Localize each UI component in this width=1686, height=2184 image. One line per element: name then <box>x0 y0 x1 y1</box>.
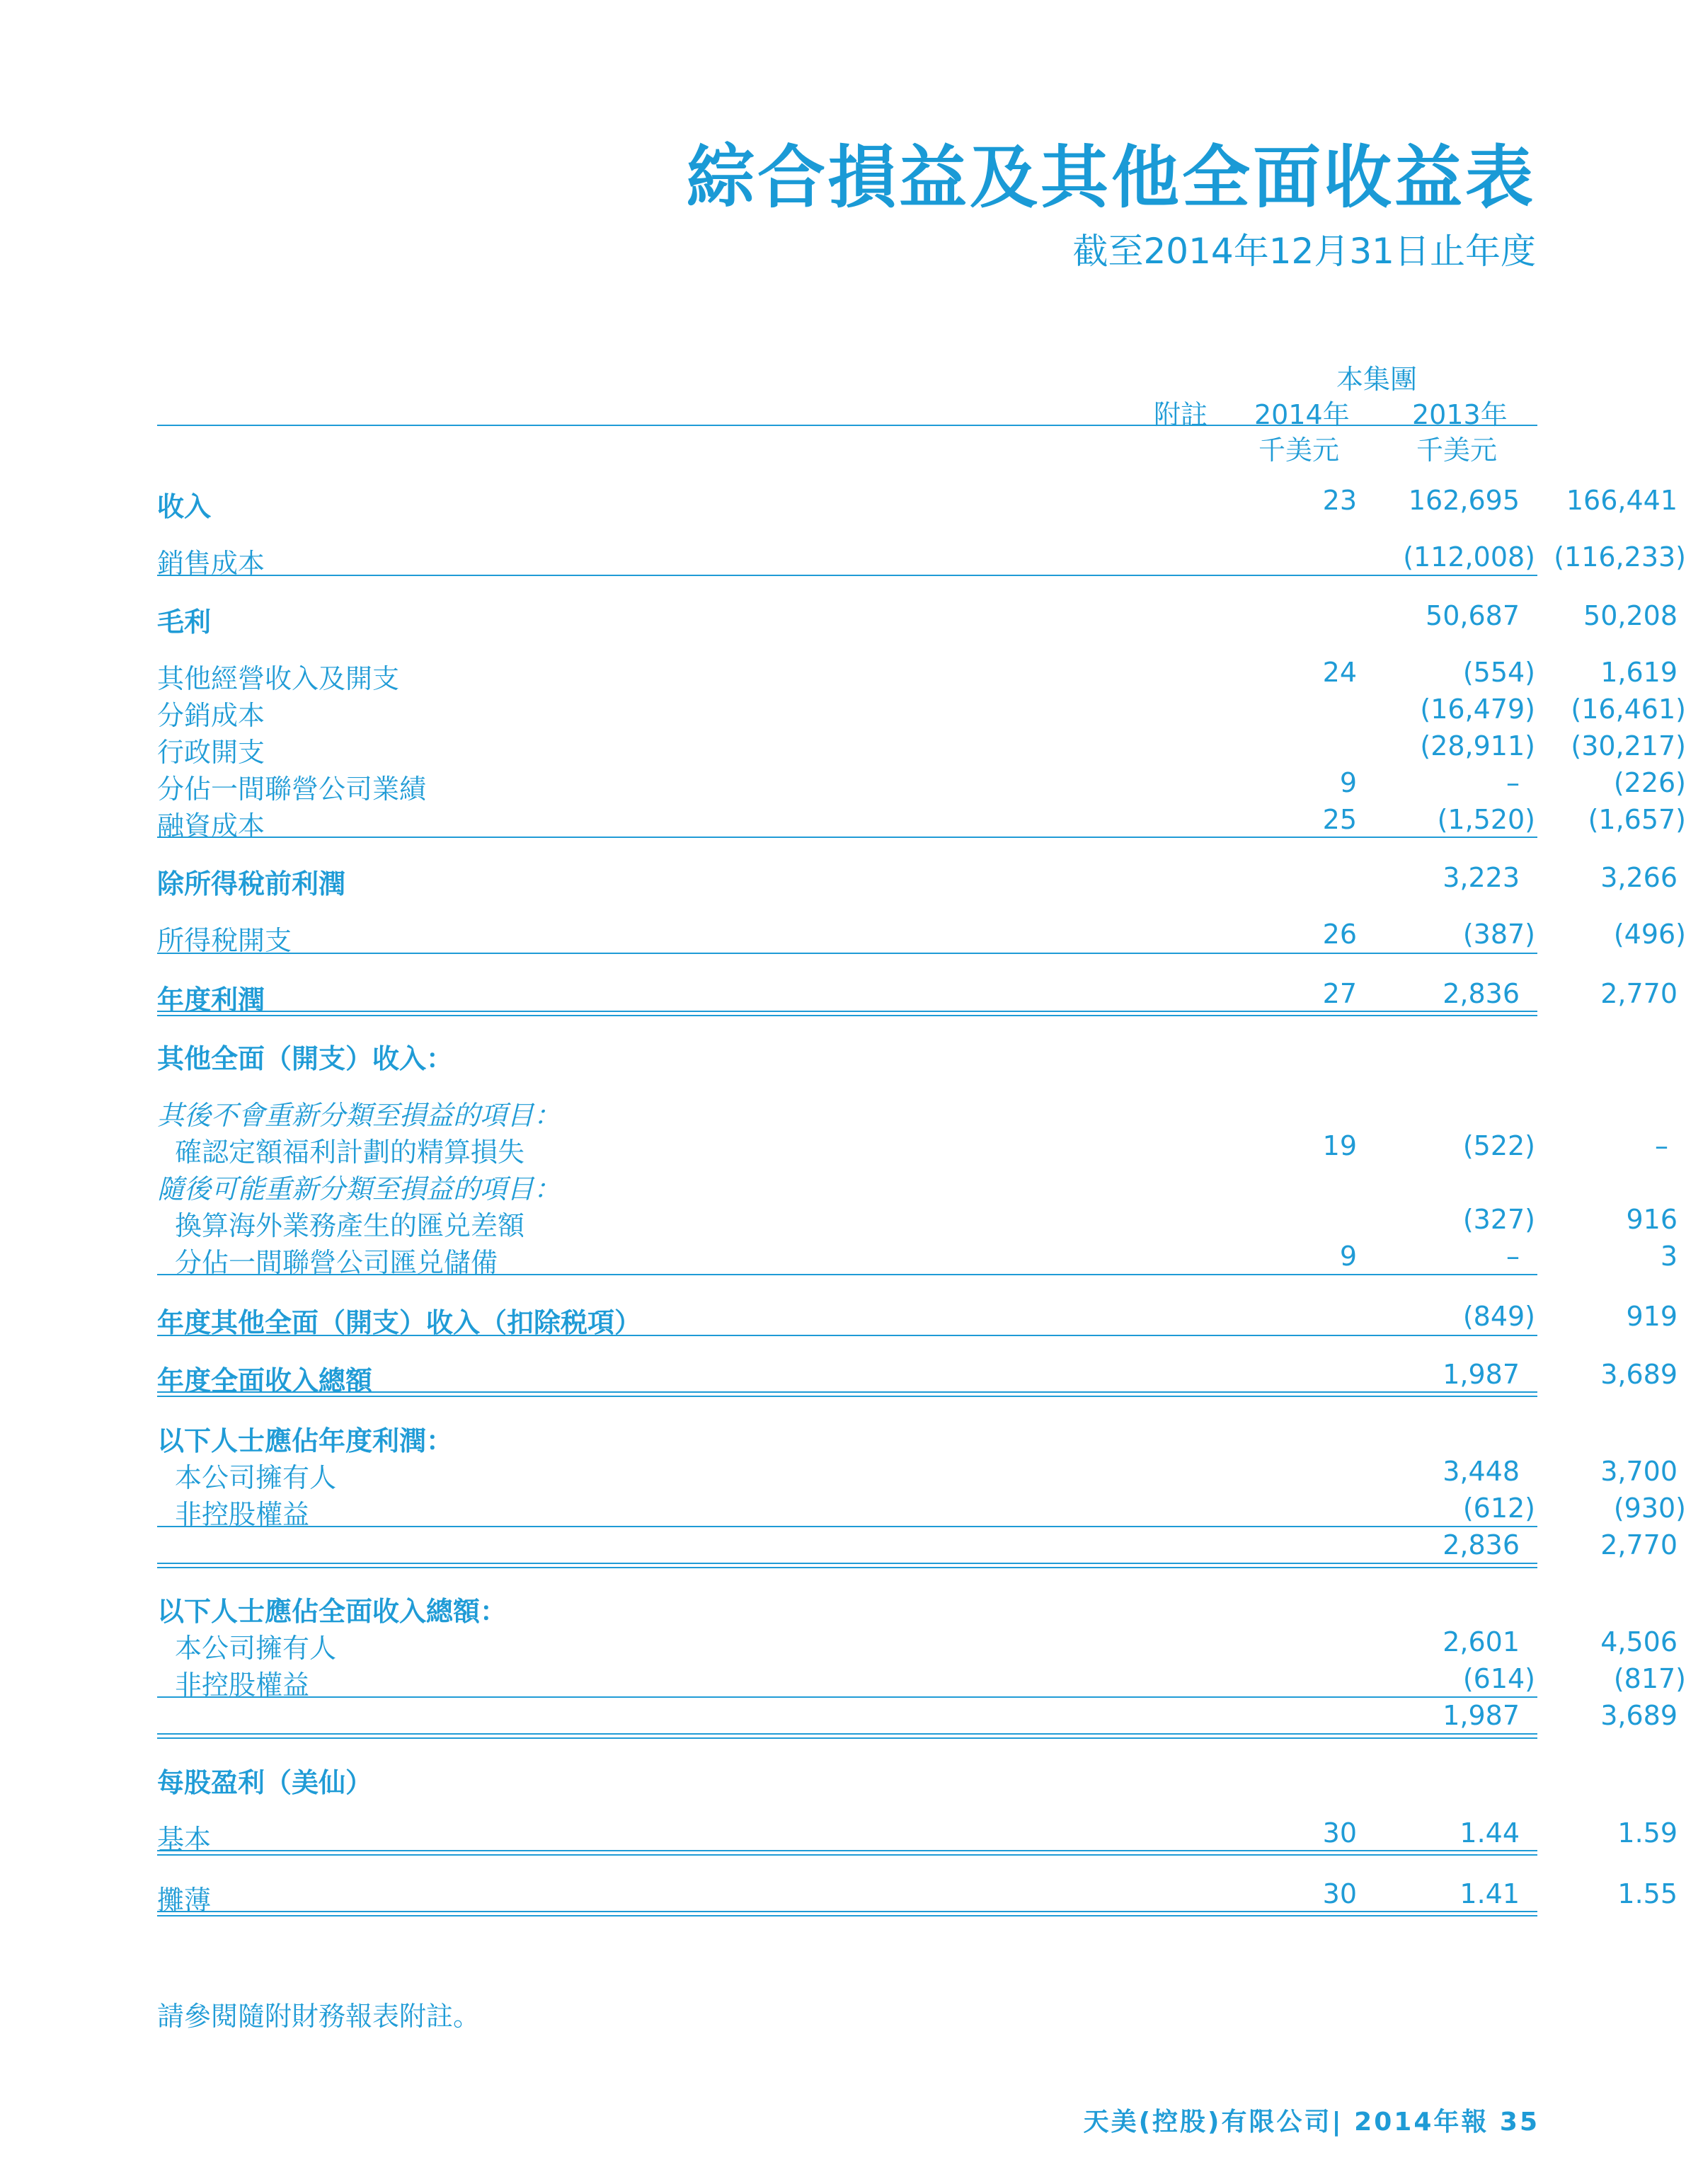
row-label: 收入 <box>157 491 212 522</box>
table-row <box>157 919 1686 956</box>
row-value-2014: 3,223 <box>1443 862 1520 893</box>
row-value-2013: (16,461) <box>1571 694 1686 725</box>
row-value-2014: (16,479) <box>1420 694 1535 725</box>
row-value-2013: 50,208 <box>1583 600 1678 631</box>
table-row <box>157 1359 1678 1396</box>
row-note: 24 <box>1322 657 1357 688</box>
row-value-2013: (226) <box>1613 767 1686 798</box>
table-row <box>157 1241 1678 1278</box>
table-row <box>157 1878 1678 1916</box>
row-value-2013: 4,506 <box>1600 1626 1678 1657</box>
row-value-2013: (930) <box>1613 1493 1686 1524</box>
row-label: 其他全面（開支）收入： <box>157 1043 454 1074</box>
row-label: 年度其他全面（開支）收入（扣除税項） <box>157 1307 642 1338</box>
table-row <box>157 1529 1678 1565</box>
row-label: 以下人士應佔全面收入總額： <box>157 1596 507 1627</box>
row-value-2013: 919 <box>1626 1301 1678 1332</box>
row-label: 年度全面收入總額 <box>157 1365 373 1396</box>
row-note: 26 <box>1322 919 1357 950</box>
row-label: 其後不會重新分類至損益的項目： <box>157 1100 561 1131</box>
row-value-2013: – <box>1655 1130 1668 1161</box>
row-label: 基本 <box>157 1824 212 1855</box>
row-label: 確認定額福利計劃的精算損失 <box>175 1137 525 1168</box>
row-value-2014: 1.44 <box>1460 1817 1520 1849</box>
row-value-2014: 2,836 <box>1443 1529 1520 1561</box>
table-row <box>157 657 1678 694</box>
table-row <box>157 862 1678 900</box>
row-label: 非控股權益 <box>175 1499 310 1530</box>
rule <box>157 1850 1537 1851</box>
row-label: 以下人士應佔年度利潤： <box>157 1425 454 1456</box>
table-row <box>157 1761 1537 1796</box>
row-note: 23 <box>1322 485 1357 516</box>
row-label: 分佔一間聯營公司匯兑儲備 <box>175 1247 498 1278</box>
table-row <box>157 1093 1537 1129</box>
table-row <box>157 767 1686 805</box>
row-value-2014: (327) <box>1462 1204 1535 1235</box>
row-label: 所得稅開支 <box>157 925 292 956</box>
row-value-2013: (817) <box>1613 1663 1686 1694</box>
rule <box>157 837 1537 838</box>
row-value-2013: 3,700 <box>1600 1456 1678 1487</box>
year-2013-header: 2013年 <box>1412 399 1508 430</box>
row-value-2014: (554) <box>1462 657 1535 688</box>
row-value-2013: (116,233) <box>1554 541 1686 573</box>
row-value-2013: 166,441 <box>1566 485 1678 516</box>
double-rule <box>157 1567 1537 1568</box>
header-rule <box>157 425 1537 426</box>
row-label: 其他經營收入及開支 <box>157 663 400 694</box>
table-row <box>157 1167 1537 1205</box>
rule <box>157 1391 1537 1393</box>
table-row <box>157 804 1686 841</box>
row-label: 非控股權益 <box>175 1669 310 1701</box>
note-column-header: 附註 <box>1154 399 1208 430</box>
double-rule <box>157 1854 1537 1856</box>
rule <box>157 1733 1537 1735</box>
table-row <box>157 1700 1678 1735</box>
row-value-2014: (522) <box>1462 1130 1535 1161</box>
row-label: 毛利 <box>157 607 212 638</box>
table-row <box>157 1037 1537 1072</box>
row-value-2014: 162,695 <box>1408 485 1520 516</box>
table-row <box>157 600 1678 638</box>
table-row <box>157 1663 1686 1701</box>
page-footer: 天美(控股)有限公司| 2014年報 35 <box>1083 2108 1539 2137</box>
table-row <box>157 1626 1678 1664</box>
row-note: 19 <box>1322 1130 1357 1161</box>
row-value-2014: 50,687 <box>1426 600 1520 631</box>
row-label: 每股盈利（美仙） <box>157 1767 373 1798</box>
row-note: 27 <box>1322 978 1357 1009</box>
rule <box>157 953 1537 954</box>
rule <box>157 1563 1537 1564</box>
row-value-2013: 2,770 <box>1600 1529 1678 1561</box>
row-label: 換算海外業務產生的匯兑差額 <box>175 1210 525 1241</box>
table-row <box>157 1590 1537 1625</box>
row-value-2014: 1.41 <box>1460 1878 1520 1909</box>
row-value-2013: 2,770 <box>1600 978 1678 1009</box>
row-value-2013: (30,217) <box>1571 730 1686 761</box>
row-value-2014: 1,987 <box>1443 1359 1520 1390</box>
row-label: 本公司擁有人 <box>175 1462 337 1493</box>
row-label: 攤薄 <box>157 1885 212 1916</box>
row-label: 除所得稅前利潤 <box>157 868 346 900</box>
row-value-2014: (614) <box>1462 1663 1535 1694</box>
table-row <box>157 1130 1668 1168</box>
table-row <box>157 1817 1678 1855</box>
row-label: 年度利潤 <box>157 984 265 1016</box>
row-value-2014: – <box>1506 1241 1520 1272</box>
table-row <box>157 1456 1678 1493</box>
double-rule <box>157 1915 1537 1916</box>
footnote: 請參閱隨附財務報表附註。 <box>157 2001 481 2032</box>
row-value-2014: 2,836 <box>1443 978 1520 1009</box>
row-value-2013: 1.59 <box>1617 1817 1678 1849</box>
unit-2014-header: 千美元 <box>1258 435 1340 466</box>
row-value-2013: 3,689 <box>1600 1700 1678 1731</box>
row-label: 行政開支 <box>157 737 265 768</box>
rule <box>157 1696 1537 1698</box>
row-note: 9 <box>1339 1241 1357 1272</box>
table-row <box>157 485 1678 522</box>
row-value-2014: 1,987 <box>1443 1700 1520 1731</box>
row-value-2014: 2,601 <box>1443 1626 1520 1657</box>
row-label: 銷售成本 <box>157 548 265 579</box>
row-value-2013: 3,266 <box>1600 862 1678 893</box>
rule <box>157 1526 1537 1527</box>
double-rule <box>157 1737 1537 1739</box>
row-value-2013: 3 <box>1660 1241 1678 1272</box>
table-row <box>157 1204 1678 1241</box>
row-value-2013: (1,657) <box>1588 804 1686 835</box>
rule <box>157 1011 1537 1012</box>
row-value-2013: 916 <box>1626 1204 1678 1235</box>
row-note: 9 <box>1339 767 1357 798</box>
row-value-2014: (1,520) <box>1437 804 1535 835</box>
row-value-2013: (496) <box>1613 919 1686 950</box>
row-value-2014: – <box>1506 767 1520 798</box>
row-value-2013: 1,619 <box>1600 657 1678 688</box>
row-value-2014: (112,008) <box>1403 541 1535 573</box>
row-note: 30 <box>1322 1878 1357 1909</box>
row-note: 30 <box>1322 1817 1357 1849</box>
page-title: 綜合損益及其他全面收益表 <box>687 138 1536 217</box>
row-value-2014: (387) <box>1462 919 1535 950</box>
row-label: 本公司擁有人 <box>175 1633 337 1664</box>
rule <box>157 1911 1537 1912</box>
table-row <box>157 1301 1678 1338</box>
rule <box>157 1274 1537 1275</box>
table-row <box>157 1419 1537 1454</box>
unit-2013-header: 千美元 <box>1416 435 1498 466</box>
rule <box>157 1335 1537 1336</box>
row-label: 分佔一間聯營公司業績 <box>157 774 427 805</box>
row-value-2014: (612) <box>1462 1493 1535 1524</box>
row-note: 25 <box>1322 804 1357 835</box>
year-2014-header: 2014年 <box>1254 399 1350 430</box>
double-rule <box>157 1015 1537 1016</box>
table-row <box>157 1493 1686 1530</box>
row-value-2014: (849) <box>1462 1301 1535 1332</box>
row-label: 融資成本 <box>157 810 265 841</box>
rule <box>157 575 1537 576</box>
row-label: 分銷成本 <box>157 700 265 731</box>
row-value-2014: 3,448 <box>1443 1456 1520 1487</box>
row-value-2013: 1.55 <box>1617 1878 1678 1909</box>
table-row <box>157 730 1686 768</box>
group-header: 本集團 <box>1336 364 1418 395</box>
page-subtitle: 截至2014年12月31日止年度 <box>1072 231 1536 272</box>
row-value-2013: 3,689 <box>1600 1359 1678 1390</box>
table-row <box>157 541 1686 579</box>
row-label: 隨後可能重新分類至損益的項目： <box>157 1173 561 1205</box>
double-rule <box>157 1396 1537 1397</box>
table-row <box>157 694 1686 731</box>
table-row <box>157 978 1678 1016</box>
row-value-2014: (28,911) <box>1420 730 1535 761</box>
